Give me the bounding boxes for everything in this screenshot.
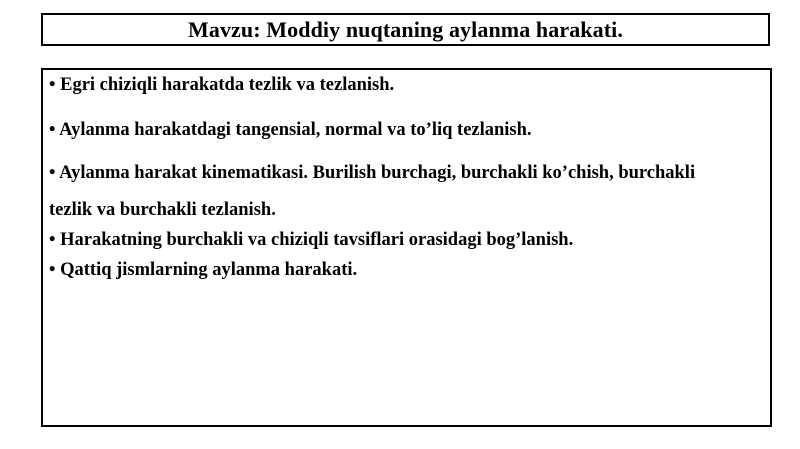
- bullet-item-3-continuation: tezlik va burchakli tezlanish.: [49, 200, 276, 220]
- bullet-item-4: • Harakatning burchakli va chiziqli tavsiflari orasidagi bog’lanish.: [49, 230, 574, 250]
- bullet-item-3: • Aylanma harakat kinematikasi. Burilish burchagi, burchakli ko’chish, burchakli: [49, 163, 696, 183]
- bullet-item-1: • Egri chiziqli harakatda tezlik va tezlanish.: [49, 75, 395, 95]
- slide-content-box: [41, 68, 772, 427]
- bullet-item-5: • Qattiq jismlarning aylanma harakati.: [49, 260, 358, 280]
- slide-title: Mavzu: Moddiy nuqtaning aylanma harakati.: [187, 16, 623, 42]
- slide-title-box: [41, 13, 770, 46]
- bullet-item-2: • Aylanma harakatdagi tangensial, normal va to’liq tezlanish.: [49, 120, 532, 140]
